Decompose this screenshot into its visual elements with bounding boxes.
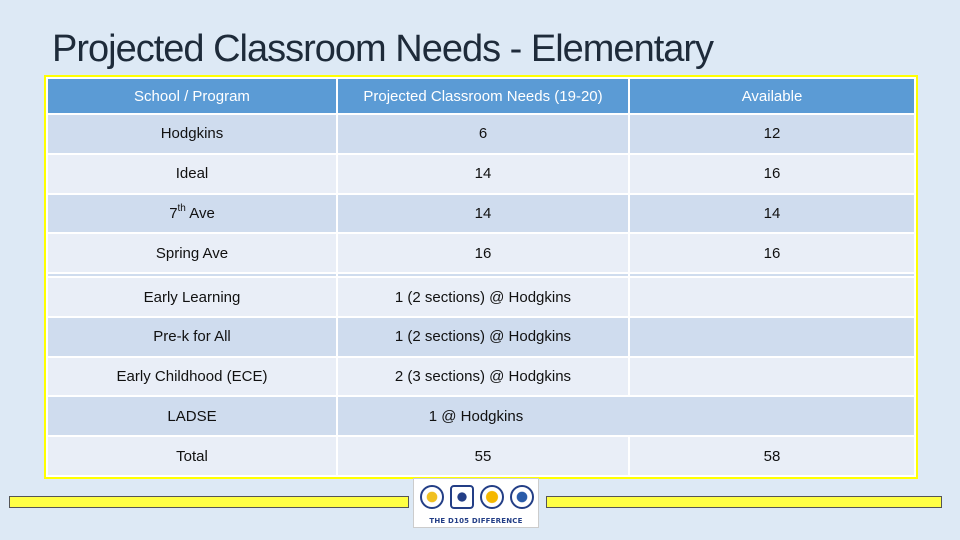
footer-bar-left — [9, 496, 409, 508]
school-name-number: 7 — [169, 204, 178, 222]
row-needs-cell: 6 — [337, 114, 629, 154]
school-name-rest: Ave — [185, 204, 215, 222]
seal-row — [420, 485, 534, 513]
row-needs-text: 1 @ Hodgkins — [428, 407, 524, 425]
logo-tagline: THE D105 DIFFERENCE — [429, 517, 523, 525]
row-school-cell: Spring Ave — [47, 233, 337, 273]
row-needs-cell: 14 — [337, 154, 629, 194]
school-seal-icon — [450, 485, 474, 509]
district-logo — [413, 478, 539, 528]
row-school-cell: Early Childhood (ECE) — [47, 357, 337, 397]
header-projected-needs: Projected Classroom Needs (19-20) — [337, 78, 629, 114]
header-school-program: School / Program — [47, 78, 337, 114]
table-row — [47, 233, 915, 273]
row-school-cell: Early Learning — [47, 277, 337, 317]
row-available-cell — [629, 357, 915, 397]
row-available-cell: 12 — [629, 114, 915, 154]
row-available-cell: 16 — [629, 233, 915, 273]
row-needs-cell: 16 — [337, 233, 629, 273]
row-available-cell: 58 — [629, 436, 915, 476]
classroom-needs-table — [46, 77, 916, 477]
row-available-cell — [629, 277, 915, 317]
row-school-cell: Hodgkins — [47, 114, 337, 154]
classroom-needs-table-frame — [44, 75, 918, 479]
row-available-cell: 14 — [629, 194, 915, 234]
emblem-seal-icon — [510, 485, 534, 509]
row-needs-cell: 2 (3 sections) @ Hodgkins — [337, 357, 629, 397]
row-school-cell: Pre-k for All — [47, 317, 337, 357]
row-school-cell: Ideal — [47, 154, 337, 194]
table-row-total — [47, 436, 915, 476]
school-name-superscript: th — [177, 202, 186, 214]
student-seal-icon — [420, 485, 444, 509]
row-needs-cell: 14 — [337, 194, 629, 234]
row-needs-merged-cell — [337, 396, 915, 436]
table-row — [47, 317, 915, 357]
footer-bar-right — [546, 496, 942, 508]
table-row — [47, 114, 915, 154]
table-row — [47, 154, 915, 194]
row-school-cell — [47, 194, 337, 234]
row-available-cell: 16 — [629, 154, 915, 194]
table-row — [47, 277, 915, 317]
row-needs-cell: 1 (2 sections) @ Hodgkins — [337, 277, 629, 317]
row-needs-cell: 55 — [337, 436, 629, 476]
table-row — [47, 357, 915, 397]
row-needs-cell: 1 (2 sections) @ Hodgkins — [337, 317, 629, 357]
sun-seal-icon — [480, 485, 504, 509]
page-title: Projected Classroom Needs - Elementary — [52, 28, 714, 70]
table-row — [47, 396, 915, 436]
table-row — [47, 194, 915, 234]
row-available-cell — [629, 317, 915, 357]
row-school-cell: Total — [47, 436, 337, 476]
table-header-row — [47, 78, 915, 114]
header-available: Available — [629, 78, 915, 114]
row-school-cell: LADSE — [47, 396, 337, 436]
